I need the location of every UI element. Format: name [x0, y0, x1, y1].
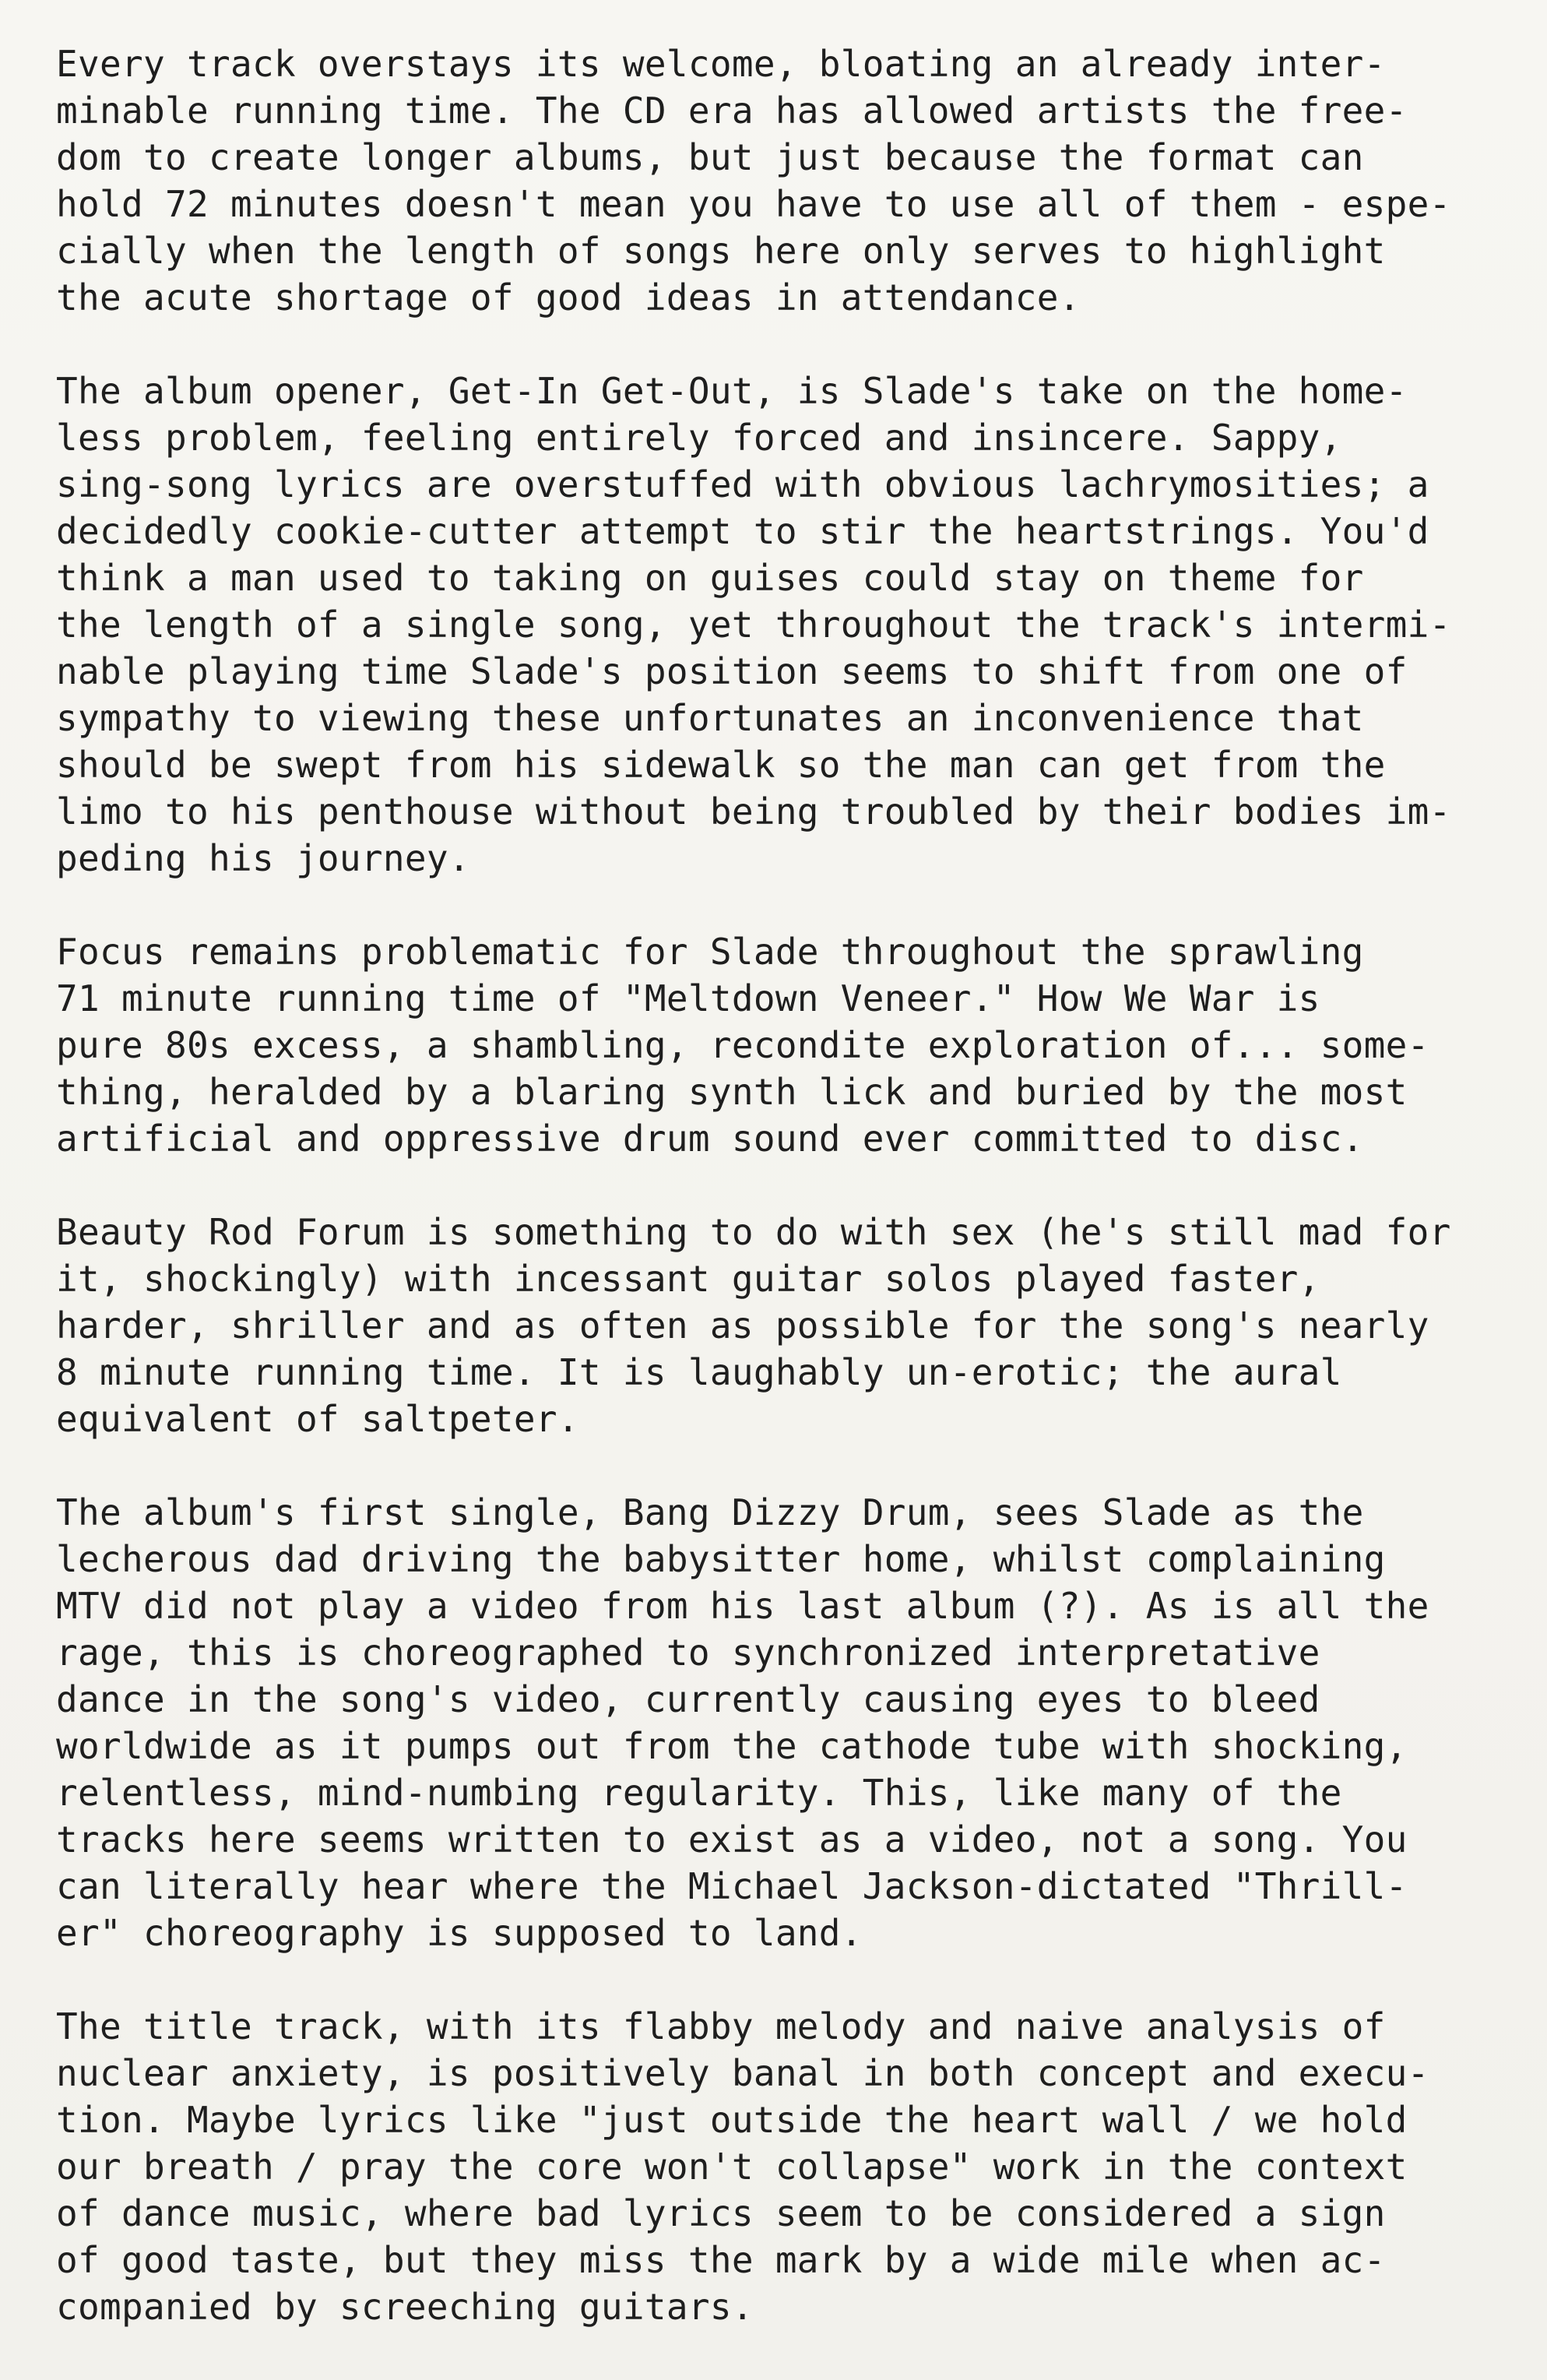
paragraph-album-opener	[56, 368, 1520, 882]
text-line: minable running time. The CD era has allowed artists the free-	[56, 90, 1408, 132]
text-line: can literally hear where the Michael Jackson-dictated "Thrill-	[56, 1865, 1408, 1907]
text-line: thing, heralded by a blaring synth lick and buried by the most	[56, 1071, 1408, 1113]
text-line: dance in the song's video, currently causing eyes to bleed	[56, 1678, 1320, 1720]
text-line: lecherous dad driving the babysitter home, whilst complaining	[56, 1538, 1386, 1580]
text-line: companied by screeching guitars.	[56, 2286, 754, 2328]
text-line: of good taste, but they miss the mark by a wide mile when ac-	[56, 2239, 1386, 2281]
text-line: Beauty Rod Forum is something to do with sex (he's still mad for	[56, 1211, 1451, 1253]
text-line: it, shockingly) with incessant guitar solos played faster,	[56, 1258, 1320, 1300]
text-line: cially when the length of songs here only serves to highlight	[56, 230, 1386, 272]
text-line: artificial and oppressive drum sound ever committed to disc.	[56, 1118, 1364, 1160]
text-line: 8 minute running time. It is laughably un-erotic; the aural	[56, 1351, 1342, 1393]
paragraph-focus	[56, 928, 1520, 1162]
text-line: harder, shriller and as often as possible for the song's nearly	[56, 1304, 1429, 1347]
text-line: of dance music, where bad lyrics seem to be considered a sign	[56, 2192, 1386, 2234]
text-line: peding his journey.	[56, 837, 470, 879]
text-line: decidedly cookie-cutter attempt to stir the heartstrings. You'd	[56, 510, 1429, 552]
text-line: MTV did not play a video from his last album (?). As is all the	[56, 1585, 1429, 1627]
text-line: relentless, mind-numbing regularity. This, like many of the	[56, 1772, 1342, 1814]
text-line: less problem, feeling entirely forced and insincere. Sappy,	[56, 417, 1342, 459]
text-line: should be swept from his sidewalk so the man can get from the	[56, 744, 1386, 786]
text-line: Every track overstays its welcome, bloating an already inter-	[56, 43, 1386, 85]
text-line: the length of a single song, yet throughout the track's intermi-	[56, 604, 1451, 646]
paragraph-beauty-rod-forum	[56, 1209, 1520, 1442]
paragraph-title-track	[56, 2003, 1520, 2330]
text-line: nable playing time Slade's position seems to shift from one of	[56, 650, 1408, 692]
text-line: tracks here seems written to exist as a video, not a song. You	[56, 1818, 1408, 1861]
text-line: 71 minute running time of "Meltdown Veneer." How We War is	[56, 977, 1320, 1019]
paragraph-first-single	[56, 1489, 1520, 1956]
text-line: The title track, with its flabby melody and naive analysis of	[56, 2005, 1386, 2047]
text-line: nuclear anxiety, is positively banal in both concept and execu-	[56, 2052, 1429, 2094]
paragraph-running-time	[56, 40, 1520, 321]
text-line: sing-song lyrics are overstuffed with obvious lachrymosities; a	[56, 463, 1429, 505]
text-line: worldwide as it pumps out from the cathode tube with shocking,	[56, 1725, 1408, 1767]
text-line: Focus remains problematic for Slade throughout the sprawling	[56, 931, 1364, 973]
text-line: the acute shortage of good ideas in attendance.	[56, 276, 1081, 319]
text-line: our breath / pray the core won't collapse" work in the context	[56, 2146, 1408, 2188]
text-line: equivalent of saltpeter.	[56, 1398, 579, 1440]
text-line: dom to create longer albums, but just because the format can	[56, 136, 1364, 178]
text-line: hold 72 minutes doesn't mean you have to use all of them - espe-	[56, 183, 1451, 225]
text-line: tion. Maybe lyrics like "just outside the heart wall / we hold	[56, 2099, 1408, 2141]
text-line: limo to his penthouse without being troubled by their bodies im-	[56, 790, 1451, 833]
text-line: pure 80s excess, a shambling, recondite exploration of... some-	[56, 1024, 1429, 1066]
text-line: rage, this is choreographed to synchronized interpretative	[56, 1632, 1320, 1674]
text-line: The album opener, Get-In Get-Out, is Slade's take on the home-	[56, 370, 1408, 412]
review-text	[56, 40, 1520, 2377]
text-line: sympathy to viewing these unfortunates an inconvenience that	[56, 697, 1364, 739]
text-line: er" choreography is supposed to land.	[56, 1912, 863, 1954]
text-line: The album's first single, Bang Dizzy Drum, sees Slade as the	[56, 1491, 1364, 1533]
text-line: think a man used to taking on guises could stay on theme for	[56, 557, 1364, 599]
